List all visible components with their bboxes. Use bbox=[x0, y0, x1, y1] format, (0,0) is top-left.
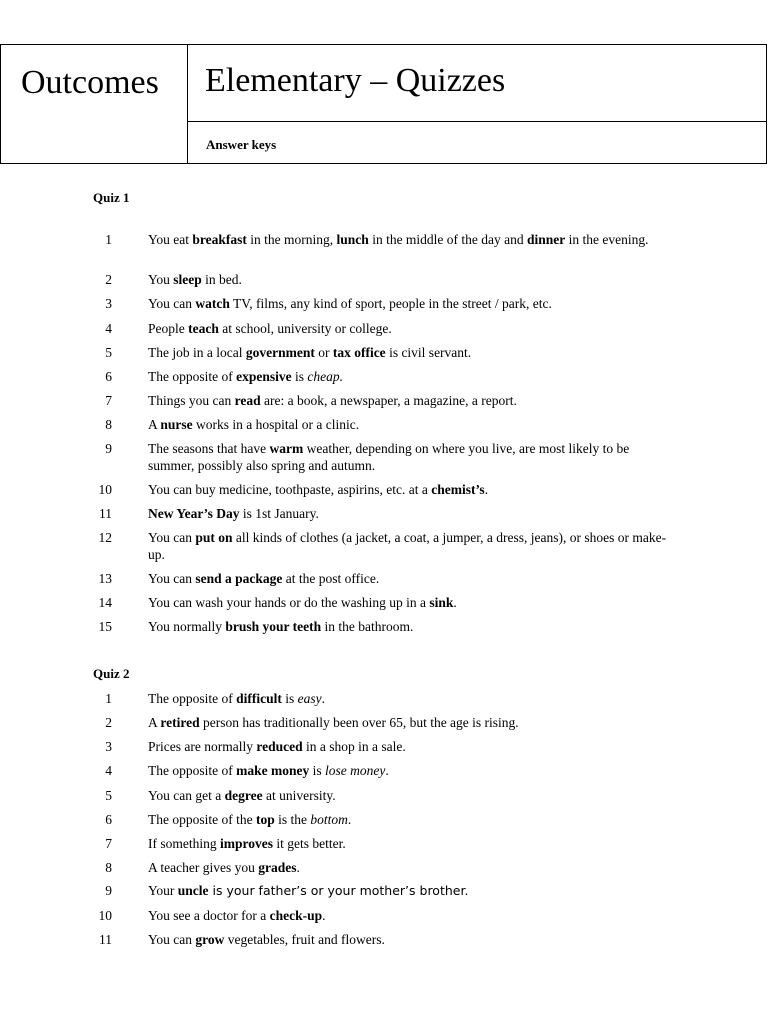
text-run: The job in a local bbox=[148, 345, 246, 360]
item-number: 1 bbox=[105, 691, 112, 706]
item-text bbox=[148, 907, 676, 924]
item-text bbox=[148, 594, 676, 611]
answer-word: uncle bbox=[177, 883, 209, 898]
answer-word: difficult bbox=[236, 691, 282, 706]
text-run: You can get a bbox=[148, 788, 225, 803]
item-text bbox=[148, 231, 676, 248]
item-number: 1 bbox=[105, 232, 112, 247]
text-run: in a shop in a sale. bbox=[302, 739, 406, 754]
item-text bbox=[148, 295, 676, 312]
text-run: A bbox=[148, 715, 161, 730]
answer-word: put on bbox=[195, 530, 233, 545]
text-run: or bbox=[314, 345, 333, 360]
item-number: 6 bbox=[105, 812, 112, 827]
item-number: 15 bbox=[98, 619, 112, 634]
item-number: 2 bbox=[105, 272, 112, 287]
item-number: 7 bbox=[105, 393, 112, 408]
item-number: 14 bbox=[98, 595, 112, 610]
text-run: A bbox=[148, 417, 161, 432]
text-run: You eat bbox=[148, 232, 193, 247]
quiz-heading: Quiz 2 bbox=[93, 666, 130, 681]
text-run: . bbox=[453, 595, 457, 610]
answer-word: government bbox=[245, 345, 315, 360]
answer-word: watch bbox=[195, 296, 230, 311]
text-run: are: a book, a newspaper, a magazine, a report. bbox=[260, 393, 517, 408]
text-run: is civil servant. bbox=[385, 345, 472, 360]
item-number: 4 bbox=[105, 763, 112, 778]
brand-name: Outcomes bbox=[21, 64, 159, 101]
text-run: all kinds of clothes (a jacket, a coat, a jumper, a dress, jeans), or shoes or make-up. bbox=[148, 530, 667, 562]
text-run: Things you can bbox=[148, 393, 235, 408]
item-text bbox=[148, 762, 676, 779]
answer-word: improves bbox=[220, 836, 273, 851]
item-number: 11 bbox=[99, 932, 112, 947]
item-number: 8 bbox=[105, 417, 112, 432]
text-run: If something bbox=[148, 836, 220, 851]
document-subtitle: Answer keys bbox=[206, 137, 277, 152]
answer-word: New Year’s Day bbox=[148, 506, 240, 521]
text-run: it gets better. bbox=[273, 836, 346, 851]
emphasis-text: cheap. bbox=[307, 369, 343, 384]
text-run: at school, university or college. bbox=[218, 321, 392, 336]
text-run: in the middle of the day and bbox=[368, 232, 528, 247]
item-text bbox=[148, 859, 676, 876]
answer-word: send a package bbox=[195, 571, 283, 586]
text-run: People bbox=[148, 321, 189, 336]
item-text bbox=[148, 811, 676, 828]
answer-word: degree bbox=[224, 788, 263, 803]
answer-word: warm bbox=[269, 441, 304, 456]
text-run: vegetables, fruit and flowers. bbox=[224, 932, 385, 947]
header-divider-horizontal bbox=[187, 121, 766, 122]
item-number: 4 bbox=[105, 321, 112, 336]
text-run: in the morning, bbox=[246, 232, 337, 247]
answer-word: top bbox=[255, 812, 275, 827]
text-run: You see a doctor for a bbox=[148, 908, 270, 923]
text-run: is 1st January. bbox=[239, 506, 319, 521]
text-run: is bbox=[291, 369, 308, 384]
answer-word: chemist’s bbox=[431, 482, 485, 497]
text-run: . bbox=[385, 763, 389, 778]
item-text bbox=[148, 570, 676, 587]
item-text bbox=[148, 690, 676, 707]
text-run: is bbox=[281, 691, 298, 706]
answer-word: sink bbox=[429, 595, 454, 610]
item-text bbox=[148, 416, 676, 433]
text-run: Your bbox=[148, 883, 178, 898]
text-run: . bbox=[484, 482, 489, 497]
item-number: 3 bbox=[105, 739, 112, 754]
item-text bbox=[148, 931, 676, 948]
header-table bbox=[0, 44, 767, 164]
item-text bbox=[148, 738, 676, 755]
answer-word: grades bbox=[258, 860, 297, 875]
answer-word: teach bbox=[188, 321, 219, 336]
item-number: 9 bbox=[105, 441, 112, 456]
item-text bbox=[148, 787, 676, 804]
text-run: The seasons that have bbox=[148, 441, 270, 456]
item-number: 12 bbox=[98, 530, 112, 545]
text-run: You can bbox=[148, 296, 196, 311]
answer-word: tax office bbox=[332, 345, 386, 360]
text-run: is the bbox=[274, 812, 311, 827]
text-run: You bbox=[148, 272, 174, 287]
text-run: in bed. bbox=[201, 272, 242, 287]
text-run: . bbox=[347, 812, 352, 827]
answer-word: expensive bbox=[236, 369, 292, 384]
answer-word: make money bbox=[236, 763, 310, 778]
item-number: 10 bbox=[98, 482, 112, 497]
answer-word: dinner bbox=[527, 232, 566, 247]
text-run: The opposite of bbox=[148, 369, 237, 384]
item-text bbox=[148, 882, 676, 899]
item-number: 8 bbox=[105, 860, 112, 875]
item-number: 5 bbox=[105, 345, 112, 360]
text-run: The opposite of the bbox=[148, 812, 256, 827]
item-number: 10 bbox=[98, 908, 112, 923]
item-text bbox=[148, 271, 676, 288]
item-number: 5 bbox=[105, 788, 112, 803]
answer-word: reduced bbox=[256, 739, 303, 754]
item-number: 3 bbox=[105, 296, 112, 311]
text-run: is bbox=[309, 763, 325, 778]
text-run: works in a hospital or a clinic. bbox=[192, 417, 360, 432]
item-text bbox=[148, 344, 676, 361]
document-title: Elementary – Quizzes bbox=[205, 62, 506, 99]
text-run: person has traditionally been over 65, but the age is rising. bbox=[199, 715, 519, 730]
item-number: 7 bbox=[105, 836, 112, 851]
emphasis-text: easy bbox=[297, 691, 322, 706]
text-run: . bbox=[296, 860, 300, 875]
text-run: in the evening. bbox=[565, 232, 649, 247]
item-text bbox=[148, 714, 676, 731]
answer-word: grow bbox=[195, 932, 225, 947]
item-text bbox=[148, 368, 676, 385]
item-number: 11 bbox=[99, 506, 112, 521]
item-text bbox=[148, 320, 676, 337]
text-run: You normally bbox=[148, 619, 226, 634]
quiz-heading: Quiz 1 bbox=[93, 190, 130, 205]
item-text bbox=[148, 505, 676, 522]
header-divider-vertical bbox=[187, 45, 188, 163]
text-run: Prices are normally bbox=[148, 739, 257, 754]
text-run: TV, films, any kind of sport, people in the street / park, etc. bbox=[229, 296, 552, 311]
item-number: 6 bbox=[105, 369, 112, 384]
item-text bbox=[148, 529, 676, 563]
text-run: You can bbox=[148, 571, 196, 586]
text-run: is your father’s or your mother’s brother. bbox=[208, 883, 469, 898]
text-run: at the post office. bbox=[282, 571, 380, 586]
answer-word: read bbox=[234, 393, 261, 408]
text-run: . bbox=[322, 908, 326, 923]
item-text bbox=[148, 618, 676, 635]
item-text bbox=[148, 440, 676, 474]
text-run: You can wash your hands or do the washing up in a bbox=[148, 595, 430, 610]
emphasis-text: bottom bbox=[310, 812, 348, 827]
text-run: A teacher gives you bbox=[148, 860, 259, 875]
text-run: You can bbox=[148, 932, 196, 947]
text-run: in the bathroom. bbox=[321, 619, 414, 634]
item-text bbox=[148, 392, 676, 409]
text-run: You can buy medicine, toothpaste, aspirins, etc. at a bbox=[148, 482, 432, 497]
item-number: 9 bbox=[105, 883, 112, 898]
item-text bbox=[148, 835, 676, 852]
emphasis-text: lose money bbox=[325, 763, 386, 778]
answer-word: check-up bbox=[269, 908, 323, 923]
text-run: at university. bbox=[262, 788, 336, 803]
text-run: . bbox=[321, 691, 325, 706]
item-number: 13 bbox=[98, 571, 112, 586]
answer-word: sleep bbox=[173, 272, 202, 287]
item-number: 2 bbox=[105, 715, 112, 730]
answer-word: brush your teeth bbox=[225, 619, 322, 634]
answer-word: lunch bbox=[336, 232, 369, 247]
text-run: The opposite of bbox=[148, 763, 237, 778]
item-text bbox=[148, 481, 676, 498]
answer-word: breakfast bbox=[192, 232, 247, 247]
answer-word: nurse bbox=[160, 417, 193, 432]
text-run: You can bbox=[148, 530, 196, 545]
answer-word: retired bbox=[160, 715, 200, 730]
text-run: The opposite of bbox=[148, 691, 237, 706]
text-run: weather, depending on where you live, are most likely to be summer, possibly also spring and autumn. bbox=[148, 441, 630, 473]
